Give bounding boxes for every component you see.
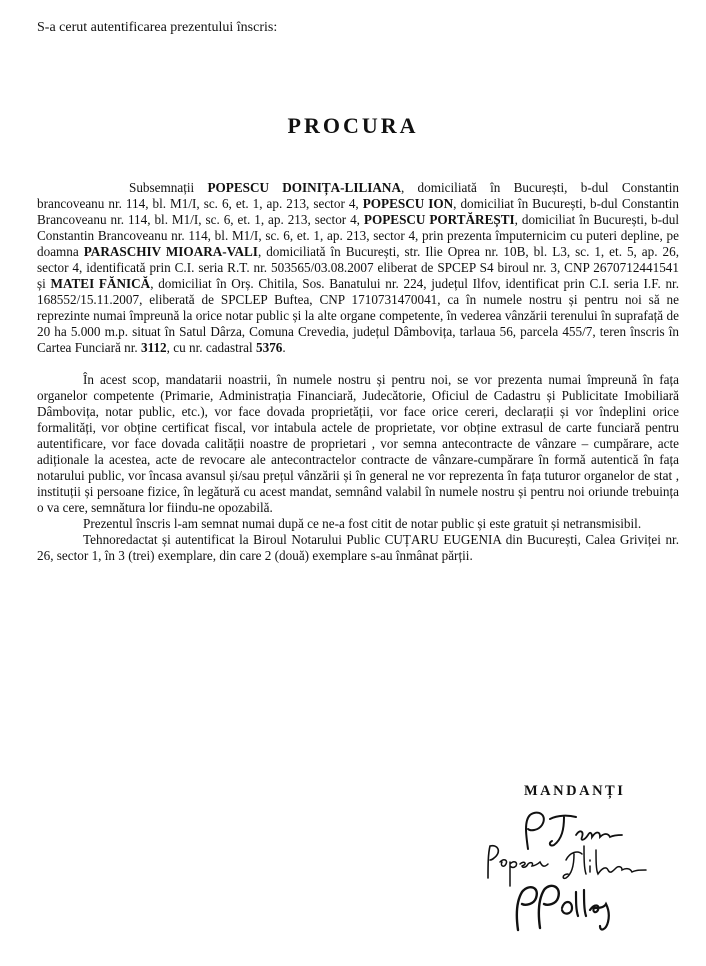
text-span: , domiciliată în București, b-dul Constantin brancoveanu nr. 114, bl. M1/I, sc. 6, et. 1, ap. 213, sector 4, bbox=[37, 180, 679, 211]
paragraph-principals bbox=[37, 180, 679, 356]
document-title: PROCURA bbox=[287, 113, 419, 138]
principal-name-1: POPESCU DOINIȚA-LILIANA bbox=[207, 180, 401, 195]
text-span: , cu nr. cadastral bbox=[166, 340, 256, 355]
text-span: , domiciliat în Orș. Chitila, Sos. Banatului nr. 224, județul Ilfov, identificat prin C.I. seria I.F. nr. 168552/15.11.2007, eliberată de SPCLEP Buftea, CNP 1710731470041, ca în numele nostru și pentru noi să ne reprezinte numai împreună la orice notar public și la alte organe competente, în vederea vânzării terenului în suprafață de 20 ha 5.000 m.p. situat în Satul Dârza, Comuna Crevedia, județul Dâmbovița, tarlaua 56, parcela 455/7, teren înscris în Cartea Funciară nr. bbox=[37, 276, 680, 355]
cadastral-number: 5376 bbox=[256, 340, 283, 355]
text-span: , domiciliat în București, b-dul Constantin Brancoveanu nr. 114, bl. M1/I, sc. 6, et. 1, ap. 213, sector 4, bbox=[37, 196, 679, 227]
signature-3 bbox=[508, 878, 628, 938]
agent-name-2: MATEI FĂNICĂ bbox=[50, 276, 151, 291]
paragraph-notary-authentication: Tehnoredactat și autentificat la Biroul Notarului Public CUȚARU EUGENIA din București, Calea Griviței nr. 26, sector 1, în 3 (trei) exemplare, din care 2 (două) exemplare s-au înmânat părții. bbox=[37, 532, 679, 563]
agent-name-1: PARASCHIV MIOARA-VALI bbox=[83, 244, 258, 259]
document-body bbox=[37, 180, 679, 564]
paragraph-reading-statement: Prezentul înscris l-am semnat numai după ce ne-a fost citit de notar public și este gratuit și netransmisibil. bbox=[83, 516, 642, 531]
text-span: Subsemnații bbox=[129, 180, 208, 195]
principal-name-2: POPESCU ION bbox=[362, 196, 454, 211]
land-registry-number: 3112 bbox=[141, 340, 167, 355]
principal-name-3: POPESCU PORTĂREȘTI bbox=[363, 212, 515, 227]
mandanti-label: MANDANȚI bbox=[524, 783, 626, 799]
authentication-request-note: S-a cerut autentificarea prezentului înscris: bbox=[37, 20, 278, 35]
text-span: , domiciliat în București, b-dul Constantin Brancoveanu nr. 114, bl. M1/I, sc. 6, et. 1, ap. 213, sector 4, prin prezenta împuternicim cu puteri depline, pe doamna bbox=[37, 212, 679, 259]
text-span: . bbox=[282, 340, 286, 355]
text-span: , domiciliată în București, str. Ilie Oprea nr. 10B, bl. L3, sc. 1, et. 5, ap. 26, sector 4, identificată prin C.I. seria R.T. nr. 503565/03.08.2007 eliberat de SPCEP S4 biroul nr. 3, CNP 2670712441541 și bbox=[37, 244, 680, 291]
paragraph-mandate-scope: În acest scop, mandatarii noastrii, în numele nostru și pentru noi, se vor prezenta numai împreună în fața organelor competente (Primarie, Administrația Financiară, Judecătorie, Oficiul de Cadastru și Publicitate Imobiliară Dâmbovița, notar public, etc.), vor face dovada proprietății, vor face orice cereri, declarații și vor îndeplini orice formalități, vor obține certificat fiscal, vor intabula actele de proprietate, vor obține extrasul de carte funciară pentru autentificare, vor face dovada calității noastre de proprietari , vor semna antecontracte de vânzare – cumpărare, acte adiționale la acestea, acte de revocare ale antecontractelor contracte de vânzare-cumpărare în formă autentică în fața notarului public, vor încasa avansul și/sau prețul vânzării și în general ne vor reprezenta în fața tuturor organelor de stat , instituții și persoane fizice, în legătură cu acest mandat, semnând valabil în numele nostru și pentru noi oriunde trebuința o va cere, semnătura lor fiindu-ne opozabilă. bbox=[37, 372, 679, 515]
